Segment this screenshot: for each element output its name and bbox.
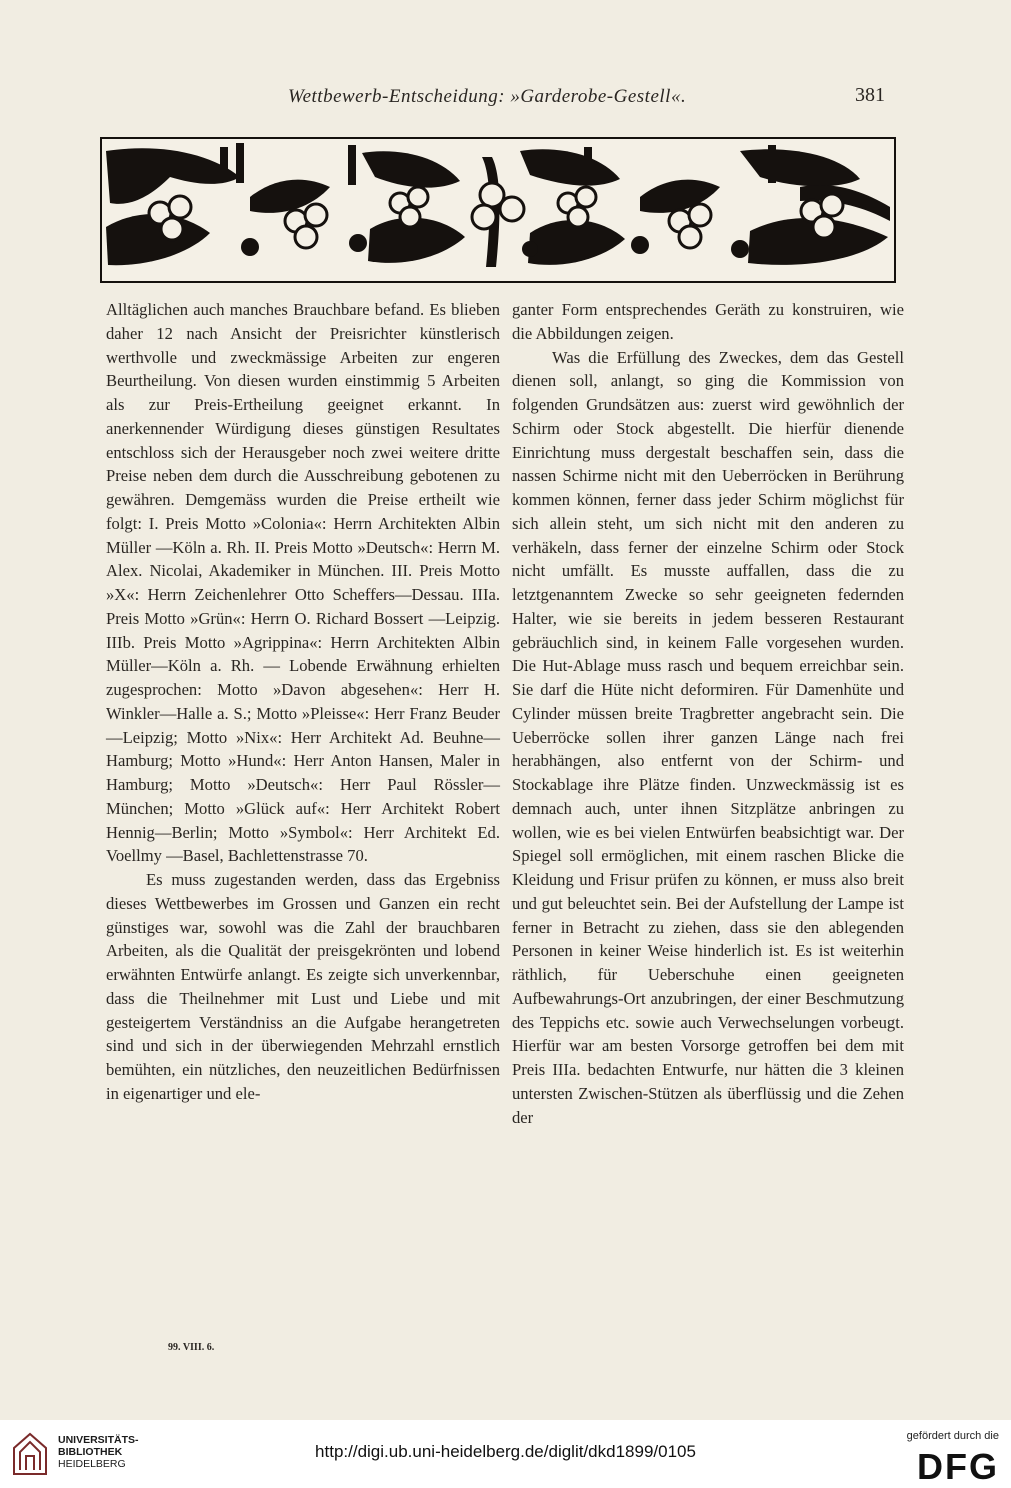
right-paragraph-2: Was die Erfüllung des Zweckes, dem das Gestell dienen soll, anlangt, so ging die Kommission von folgenden Grundsätzen aus: zuerst wird gewöhnlich der Schirm oder Stock abgestellt. Die hierfür dienende Einrichtung muss dergestalt beschaffen sein, dass die nassen Schirme nicht mit den Ueberröcken in Berührung kommen können, ferner dass jeder Schirm möglichst für sich allein steht, um sich nicht mit den anderen zu verhäkeln, dass ferner der einzelne Schirm oder Stock nicht umfällt. Es musste auffallen, dass die zu letztgenanntem Zwecke so sehr geeigneten federnden Halter, wie sie bereits in jedem besseren Restaurant gebräuchlich sind, in keinem Falle vorgesehen wurden. Die Hut-Ablage muss rasch und bequem erreichbar sein. Sie darf die Hüte nicht deformiren. Für Damenhüte und Cylinder müssen breite Tragbretter angebracht sein. Die Ueberröcke sollen ihrer ganzen Länge nach frei herabhängen, also entfernt von der Schirm- und Stockablage ihre Plätze finden. Unzweckmässig ist es demnach auch, unter ihnen Sitzplätze anbringen zu wollen, wie es bei vielen Entwürfen beabsichtigt war. Der Spiegel soll ermöglichen, mit einem raschen Blicke die Kleidung und Frisur prüfen zu können, er muss also breit und gut beleuchtet sein. Bei der Aufstellung der Lampe ist ferner in Betracht zu ziehen, dass sie den ablegenden Personen in keiner Weise hinderlich ist. Es ist weiterhin räthlich, für Ueberschuhe einen geeigneten Aufbewahrungs-Ort anzubringen, der einer Beschmutzung des Teppichs etc. sowie auch Verwechselungen vorbeugt. Hierfür war am besten Vorsorge getroffen bei dem mit Preis IIIa. bedachten Entwurfe, nur hätten die 3 kleinen untersten Zwischen-Stützen als überflüssig und die Zehen der [512, 347, 904, 1127]
right-paragraph-1: ganter Form entsprechendes Geräth zu konstruiren, wie die Abbildungen zeigen. [512, 300, 904, 343]
source-url-link[interactable]: http://digi.ub.uni-heidelberg.de/diglit/dkd1899/0105 [315, 1442, 696, 1461]
right-column [512, 298, 904, 1129]
floral-frieze-icon [100, 137, 896, 283]
left-paragraph-1: Alltäglichen auch manches Brauchbare befand. Es blieben daher 12 nach Ansicht der Preisrichter künstlerisch werthvolle und zweckmässige Arbeiten zur engeren Beurtheilung. Von diesen wurden einstimmig 5 Arbeiten als zur Preis-Ertheilung geeignet erkannt. In anerkennender Würdigung dieses günstigen Resultates entschloss sich der Herausgeber noch zwei weitere dritte Preise neben dem durch die Ausschreibung gebotenen zu gewähren. Demgemäss wurden die Preise ertheilt wie folgt: I. Preis Motto »Colonia«: Herrn Architekten Albin Müller —Köln a. Rh. II. Preis Motto »Deutsch«: Herrn M. Alex. Nicolai, Akademiker in München. III. Preis Motto »X«: Herrn Zeichenlehrer Otto Scheffers—Dessau. IIIa. Preis Motto »Grün«: Herrn O. Richard Bossert —Leipzig. IIIb. Preis Motto »Agrippina«: Herrn Architekten Albin Müller—Köln a. Rh. — Lobende Erwähnung erhielten zugesprochen: Motto »Davon abgesehen«: Herr H. Winkler—Halle a. S.; Motto »Pleisse«: Herr Franz Beuder—Leipzig; Motto »Nix«: Herr Architekt Ad. Beuhne—Hamburg; Motto »Hund«: Herr Anton Hansen, Maler in Hamburg; Motto »Deutsch«: Herr Paul Rössler—München; Motto »Glück auf«: Herr Architekt Robert Hennig—Berlin; Motto »Symbol«: Herr Architekt Ed. Voellmy —Basel, Bachlettenstrasse 70. [106, 300, 500, 866]
library-name-line1: UNIVERSITÄTS- [58, 1434, 139, 1446]
library-name-line2: BIBLIOTHEK [58, 1446, 123, 1458]
funding-note: gefördert durch die [906, 1430, 999, 1442]
signature-note: 99. VIII. 6. [168, 1342, 215, 1353]
dfg-logo: DFG [917, 1446, 999, 1487]
left-column [106, 298, 500, 1106]
page-number: 381 [855, 84, 885, 106]
running-title: Wettbewerb-Entscheidung: »Garderobe-Gestell«. [288, 86, 687, 107]
library-name-line3: HEIDELBERG [58, 1458, 126, 1470]
footer-bar [0, 1420, 1011, 1488]
left-paragraph-2: Es muss zugestanden werden, dass das Ergebniss dieses Wettbewerbes im Grossen und Ganzen ein recht günstiges war, sowohl was die Zahl der brauchbaren Arbeiten, als die Qualität der preisgekrönten und lobend erwähnten Entwürfe anlangt. Es zeigte sich unverkennbar, dass die Theilnehmer mit Lust und Liebe und mit gesteigertem Verständniss an die Aufgabe herangetreten sind und sich in der überwiegenden Mehrzahl ernstlich bemühten, ein nützliches, den neuzeitlichen Bedürfnissen in eigenartiger und ele- [106, 870, 500, 1103]
